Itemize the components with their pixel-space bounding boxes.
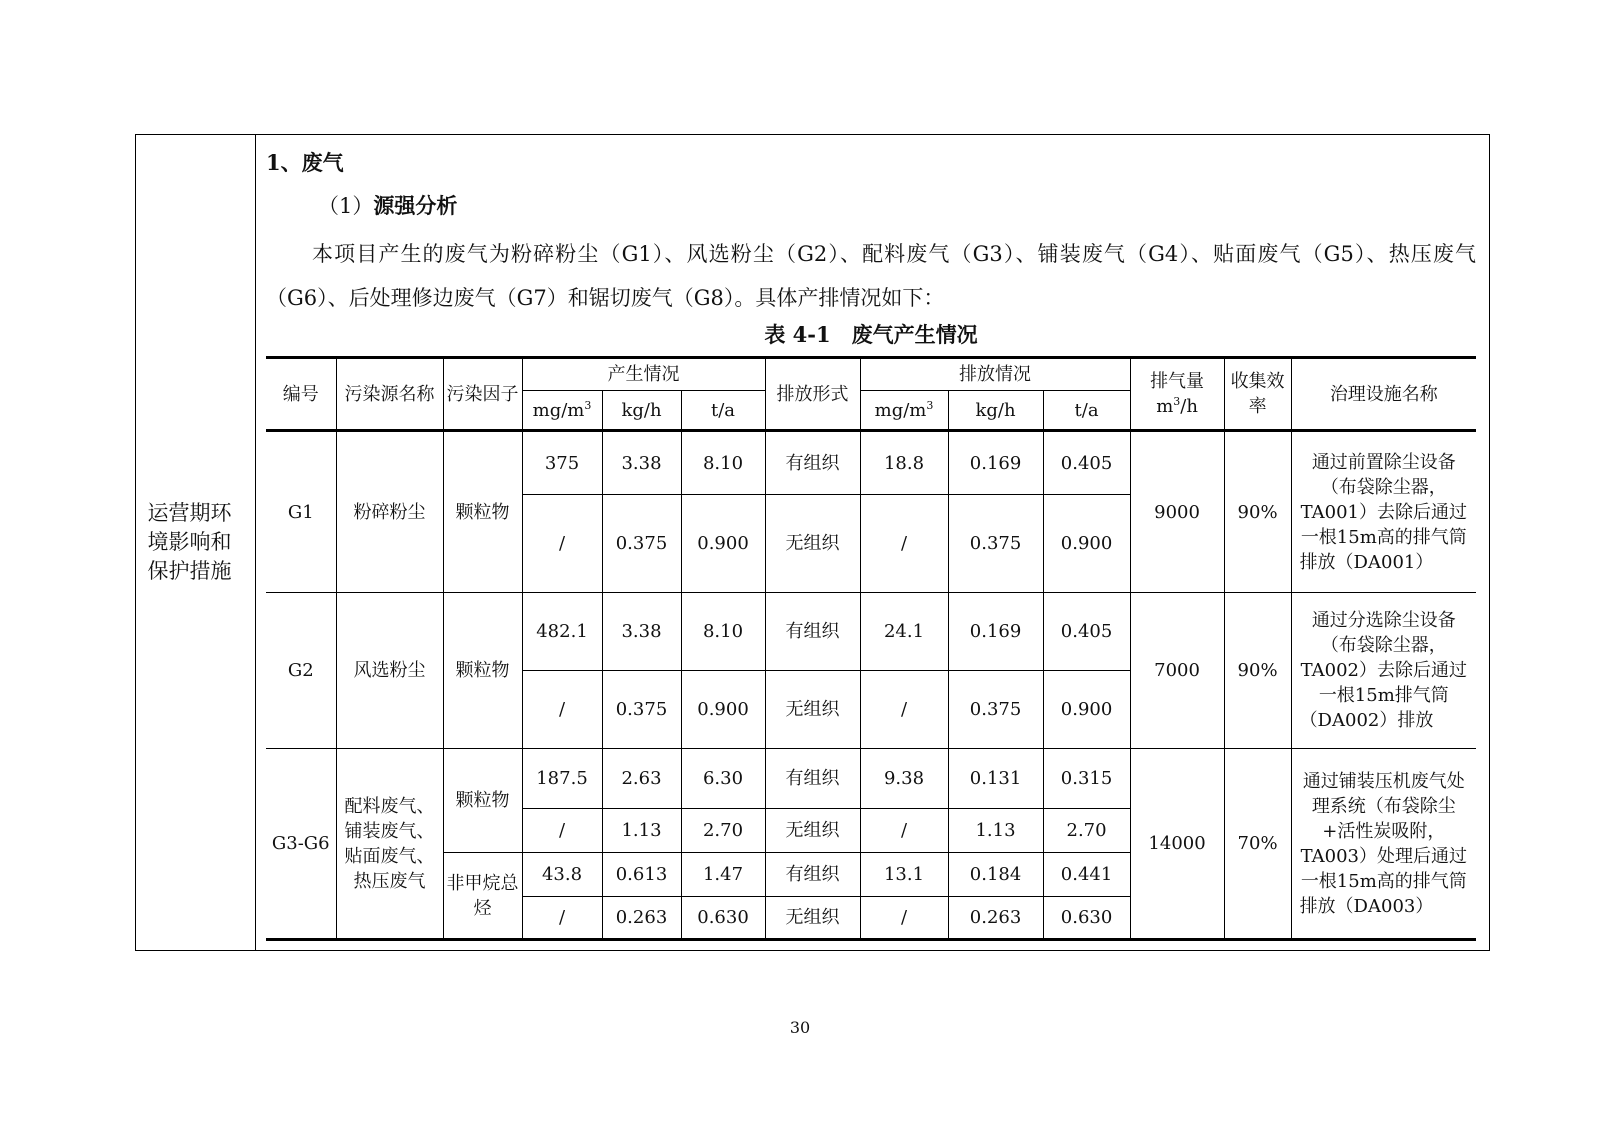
- cell-value: 0.630: [681, 897, 765, 940]
- cell-mode: 有组织: [765, 853, 860, 897]
- header-produce: 产生情况: [522, 358, 765, 391]
- cell-flow: 14000: [1130, 749, 1224, 940]
- header-id: 编号: [266, 358, 336, 431]
- cell-factor: 非甲烷总烃: [443, 853, 522, 940]
- section-title: 1、废气: [266, 150, 344, 175]
- cell-id: G3-G6: [266, 749, 336, 940]
- cell-source: 粉碎粉尘: [336, 431, 443, 593]
- cell-value: 0.441: [1043, 853, 1130, 897]
- page-number: 30: [789, 1018, 811, 1037]
- cell-value: /: [860, 897, 948, 940]
- cell-mode: 无组织: [765, 809, 860, 853]
- cell-value: 0.900: [681, 671, 765, 749]
- header-facility: 治理设施名称: [1291, 358, 1476, 431]
- cell-value: 0.900: [1043, 495, 1130, 593]
- header-row-1: [266, 358, 1476, 391]
- cell-value: 1.47: [681, 853, 765, 897]
- cell-source: 配料废气、铺装废气、贴面废气、热压废气: [336, 749, 443, 940]
- side-label: 运营期环境影响和保护措施: [147, 501, 232, 583]
- header-collect: 收集效率: [1224, 358, 1291, 431]
- cell-source: 风选粉尘: [336, 593, 443, 749]
- cell-facility: 通过铺装压机废气处理系统（布袋除尘+活性炭吸附，TA003）处理后通过一根15m高的排气筒排放（DA003）: [1291, 749, 1476, 940]
- cell-value: 2.70: [681, 809, 765, 853]
- page-frame: [135, 134, 1490, 951]
- cell-value: 24.1: [860, 593, 948, 671]
- cell-value: 375: [522, 431, 602, 495]
- header-factor: 污染因子: [443, 358, 522, 431]
- cell-flow: 7000: [1130, 593, 1224, 749]
- header-produce-rate: kg/h: [602, 391, 681, 431]
- cell-value: 0.375: [948, 495, 1043, 593]
- cell-value: 3.38: [602, 593, 681, 671]
- cell-value: 0.375: [602, 671, 681, 749]
- header-flow-label: 排气量: [1150, 371, 1205, 392]
- header-flow-unit: $m^3/h$: [1156, 395, 1198, 417]
- emission-table: [266, 356, 1476, 941]
- cell-value: 8.10: [681, 431, 765, 495]
- table-row: [266, 593, 1476, 671]
- header-emit: 排放情况: [860, 358, 1130, 391]
- cell-value: 0.375: [602, 495, 681, 593]
- header-source: 污染源名称: [336, 358, 443, 431]
- header-emit-conc: $mg/m^3$: [860, 391, 948, 431]
- cell-facility: 通过分选除尘设备（布袋除尘器，TA002）去除后通过一根15m排气筒（DA002）排放: [1291, 593, 1476, 749]
- cell-value: 0.263: [602, 897, 681, 940]
- cell-value: 0.630: [1043, 897, 1130, 940]
- side-label-cell: [136, 135, 256, 950]
- cell-id: G1: [266, 431, 336, 593]
- cell-value: 0.184: [948, 853, 1043, 897]
- cell-value: /: [522, 495, 602, 593]
- cell-collect: 90%: [1224, 431, 1291, 593]
- cell-value: 8.10: [681, 593, 765, 671]
- cell-mode: 有组织: [765, 431, 860, 495]
- cell-collect: 70%: [1224, 749, 1291, 940]
- cell-value: /: [522, 897, 602, 940]
- cell-value: 6.30: [681, 749, 765, 809]
- cell-value: 187.5: [522, 749, 602, 809]
- cell-value: 18.8: [860, 431, 948, 495]
- header-emit-rate: kg/h: [948, 391, 1043, 431]
- cell-mode: 无组织: [765, 495, 860, 593]
- header-produce-annual: t/a: [681, 391, 765, 431]
- cell-value: /: [522, 671, 602, 749]
- subsection-number: （1）: [318, 194, 374, 218]
- header-emit-annual: t/a: [1043, 391, 1130, 431]
- subsection-title: [318, 190, 457, 220]
- cell-value: 43.8: [522, 853, 602, 897]
- cell-value: 9.38: [860, 749, 948, 809]
- cell-value: /: [860, 671, 948, 749]
- cell-mode: 有组织: [765, 749, 860, 809]
- cell-id: G2: [266, 593, 336, 749]
- cell-value: 2.63: [602, 749, 681, 809]
- cell-value: 0.131: [948, 749, 1043, 809]
- subsection-text: 源强分析: [373, 193, 458, 218]
- cell-value: 0.263: [948, 897, 1043, 940]
- cell-value: 13.1: [860, 853, 948, 897]
- cell-value: /: [860, 809, 948, 853]
- cell-mode: 无组织: [765, 671, 860, 749]
- cell-flow: 9000: [1130, 431, 1224, 593]
- cell-mode: 无组织: [765, 897, 860, 940]
- header-mode: 排放形式: [765, 358, 860, 431]
- cell-value: 1.13: [602, 809, 681, 853]
- cell-facility: 通过前置除尘设备（布袋除尘器，TA001）去除后通过一根15m高的排气筒排放（DA001）: [1291, 431, 1476, 593]
- intro-paragraph: 本项目产生的废气为粉碎粉尘（G1）、风选粉尘（G2）、配料废气（G3）、铺装废气（G4）、贴面废气（G5）、热压废气（G6）、后处理修边废气（G7）和锯切废气（G8）。具体产排情况如下：: [266, 242, 1476, 310]
- cell-value: /: [860, 495, 948, 593]
- table-row: [266, 431, 1476, 495]
- cell-value: 2.70: [1043, 809, 1130, 853]
- header-flow: [1130, 358, 1224, 431]
- cell-value: /: [522, 809, 602, 853]
- cell-value: 0.405: [1043, 431, 1130, 495]
- cell-value: 3.38: [602, 431, 681, 495]
- cell-value: 0.900: [1043, 671, 1130, 749]
- cell-factor: 颗粒物: [443, 593, 522, 749]
- table-row: [266, 749, 1476, 809]
- header-produce-conc: $mg/m^3$: [522, 391, 602, 431]
- cell-value: 0.900: [681, 495, 765, 593]
- cell-value: 0.613: [602, 853, 681, 897]
- cell-value: 0.405: [1043, 593, 1130, 671]
- cell-value: 482.1: [522, 593, 602, 671]
- cell-collect: 90%: [1224, 593, 1291, 749]
- table-caption: 表 4-1 废气产生情况: [764, 322, 978, 347]
- cell-value: 0.315: [1043, 749, 1130, 809]
- cell-value: 1.13: [948, 809, 1043, 853]
- cell-value: 0.169: [948, 593, 1043, 671]
- cell-value: 0.375: [948, 671, 1043, 749]
- cell-mode: 有组织: [765, 593, 860, 671]
- cell-factor: 颗粒物: [443, 431, 522, 593]
- cell-factor: 颗粒物: [443, 749, 522, 853]
- cell-value: 0.169: [948, 431, 1043, 495]
